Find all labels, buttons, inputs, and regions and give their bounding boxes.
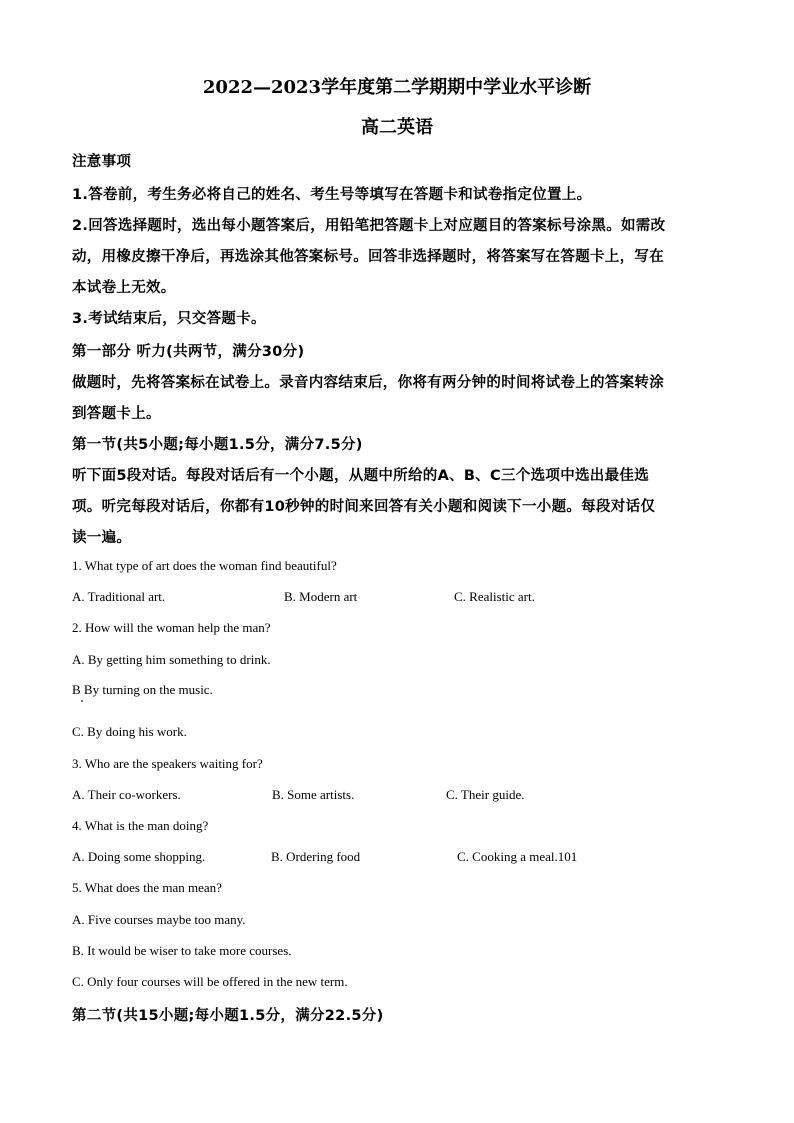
question-1-option-a: A. Traditional art. xyxy=(72,589,166,604)
exam-title: 2022—2023学年度第二学期期中学业水平诊断 xyxy=(202,77,592,98)
section2-heading: 第二节(共15小题;每小题1.5分，满分22.5分) xyxy=(72,1008,384,1024)
question-4-option-a: A. Doing some shopping. xyxy=(72,849,206,864)
question-3-option-c: C. Their guide. xyxy=(446,787,525,802)
question-5-option-c: C. Only four courses will be offered in the new term. xyxy=(72,974,348,989)
notice-item-2-line-3: 本试卷上无效。 xyxy=(72,280,176,296)
question-2-option-c: C. By doing his work. xyxy=(72,724,187,739)
exam-subject: 高二英语 xyxy=(361,117,433,138)
part1-desc-line-2: 到答题卡上。 xyxy=(72,406,161,422)
section1-desc-line-3: 读一遍。 xyxy=(72,530,132,546)
part1-heading: 第一部分 听力(共两节，满分30分) xyxy=(72,344,305,360)
section1-heading: 第一节(共5小题;每小题1.5分，满分7.5分) xyxy=(72,437,363,453)
question-4-option-c: C. Cooking a meal.101 xyxy=(457,849,578,864)
question-1-option-b: B. Modern art xyxy=(284,589,358,604)
part1-desc-line-1: 做题时，先将答案标在试卷上。录音内容结束后，你将有两分钟的时间将试卷上的答案转涂 xyxy=(72,375,664,391)
question-3-option-a: A. Their co-workers. xyxy=(72,787,181,802)
question-2-stem: 2. How will the woman help the man? xyxy=(72,620,271,635)
notice-item-3: 3.考试结束后，只交答题卡。 xyxy=(72,311,266,327)
question-4-stem: 4. What is the man doing? xyxy=(72,818,209,833)
section1-desc-line-1: 听下面5段对话。每段对话后有一个小题，从题中所给的A、B、C三个选项中选出最佳选 xyxy=(72,468,650,484)
question-5-stem: 5. What does the man mean? xyxy=(72,880,222,895)
question-1-option-c: C. Realistic art. xyxy=(454,589,535,604)
question-3-stem: 3. Who are the speakers waiting for? xyxy=(72,756,263,771)
question-5-option-a: A. Five courses maybe too many. xyxy=(72,912,246,927)
question-4-option-b: B. Ordering food xyxy=(271,849,361,864)
question-2-option-a: A. By getting him something to drink. xyxy=(72,652,271,667)
notice-item-2-line-1: 2.回答选择题时，选出每小题答案后，用铅笔把答题卡上对应题目的答案标号涂黑。如需改 xyxy=(72,218,666,234)
question-3-option-b: B. Some artists. xyxy=(272,787,355,802)
question-5-option-b: B. It would be wiser to take more courses. xyxy=(72,943,292,958)
question-2-option-b: B By turning on the music. xyxy=(72,682,213,697)
stray-dot-mark xyxy=(81,700,83,702)
notice-item-2-line-2: 动，用橡皮擦干净后，再选涂其他答案标号。回答非选择题时，将答案写在答题卡上，写在 xyxy=(72,249,664,265)
section1-desc-line-2: 项。听完每段对话后，你都有10秒钟的时间来回答有关小题和阅读下一小题。每段对话仅 xyxy=(72,499,656,515)
question-1-stem: 1. What type of art does the woman find beautiful? xyxy=(72,558,337,573)
notice-item-1: 1.答卷前，考生务必将自己的姓名、考生号等填写在答题卡和试卷指定位置上。 xyxy=(72,187,592,203)
notice-heading: 注意事项 xyxy=(72,154,132,170)
